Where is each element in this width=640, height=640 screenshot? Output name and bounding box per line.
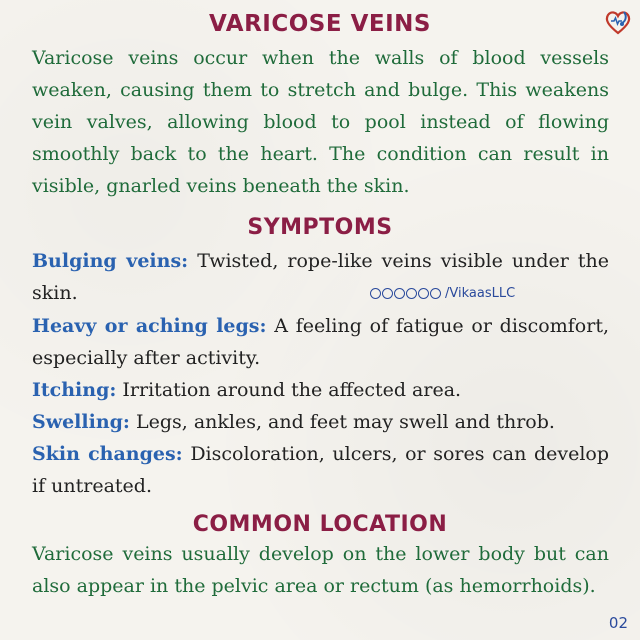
- facebook-icon: [370, 288, 381, 299]
- threads-icon: [430, 288, 441, 299]
- symptom-text: A feeling of fatigue or discomfort, especially after activity.: [32, 315, 609, 369]
- youtube-icon: [406, 288, 417, 299]
- symptom-item: [32, 374, 609, 406]
- symptoms-heading: SYMPTOMS: [247, 215, 393, 240]
- symptom-term: Skin changes:: [32, 443, 183, 465]
- social-links: [370, 286, 515, 301]
- symptom-item: [32, 310, 609, 374]
- symptom-text: Twisted, rope-like veins visible under the skin.: [32, 250, 609, 304]
- pinterest-icon: [418, 288, 429, 299]
- symptom-term: Heavy or aching legs:: [32, 315, 267, 337]
- symptom-item: [32, 245, 609, 309]
- symptom-item: [32, 438, 609, 502]
- symptom-text: Irritation around the affected area.: [116, 379, 462, 401]
- symptom-text: Legs, ankles, and feet may swell and throb.: [129, 411, 555, 433]
- instagram-icon: [382, 288, 393, 299]
- social-handle: /VikaasLLC: [445, 286, 516, 301]
- symptom-term: Swelling:: [32, 411, 130, 433]
- intro-paragraph: Varicose veins occur when the walls of blood vessels weaken, causing them to stretch and bulge. This weakens vein valves, allowing blood to pool instead of flowing smoothly back to the heart. The condition can result in visible, gnarled veins beneath the skin.: [32, 47, 609, 197]
- location-paragraph: Varicose veins usually develop on the lower body but can also appear in the pelvic area or rectum (as hemorrhoids).: [32, 543, 609, 597]
- symptom-term: Itching:: [32, 379, 117, 401]
- x-icon: [394, 288, 405, 299]
- page-number: 02: [608, 614, 628, 632]
- symptom-item: [32, 406, 609, 438]
- page-title: VARICOSE VEINS: [209, 11, 431, 37]
- location-heading: COMMON LOCATION: [192, 512, 448, 537]
- symptom-term: Bulging veins:: [32, 250, 189, 272]
- symptom-text: Discoloration, ulcers, or sores can develop if untreated.: [32, 443, 610, 497]
